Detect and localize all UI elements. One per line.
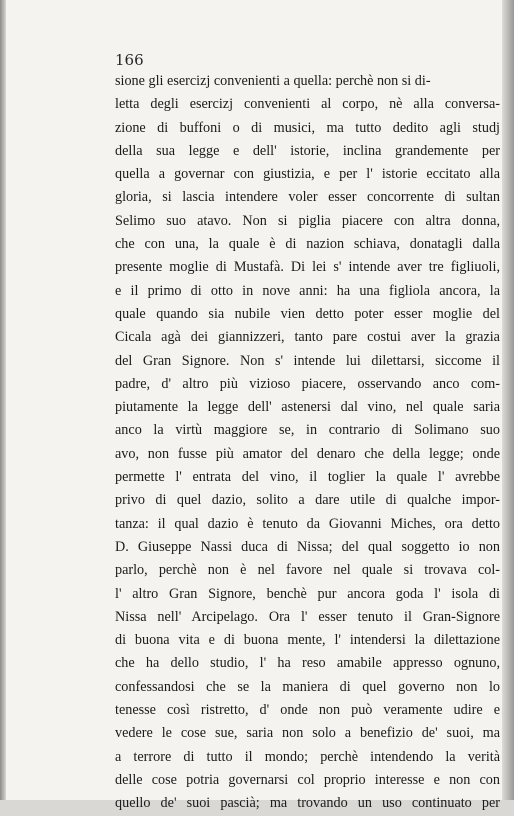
text-line: quello de' suoi pascià; ma trovando un uso continuato per — [115, 795, 500, 812]
text-line: tenesse così ristretto, d' onde non può veramente udire e — [115, 702, 500, 719]
text-line: D. Giuseppe Nassi duca di Nissa; del qual soggetto io non — [115, 538, 500, 555]
text-line: padre, d' altro più vizioso piacere, osservando anco com- — [115, 375, 500, 392]
text-line: anco la virtù maggiore se, in contrario di Solimano suo — [115, 422, 500, 439]
text-line: che ha dello studio, l' ha reso amabile appresso ognuno, — [115, 655, 500, 672]
text-line: sione gli esercizj convenienti a quella: perchè non si di- — [115, 73, 431, 89]
text-line: quale quando sia nubile vien detto poter esser moglie del — [115, 305, 500, 322]
text-line: che con una, la quale è di nazion schiava, donatagli dalla — [115, 236, 500, 253]
text-line: zione di buffoni o di musici, ma tutto dedito agli studj — [115, 119, 500, 136]
text-line: e il primo di otto in nove anni: ha una figliola ancora, la — [115, 282, 500, 299]
text-line: quella a governar con giustizia, e per l' istorie eccitato alla — [115, 166, 500, 183]
text-line: gloria, si lascia intendere voler esser concorrente di sultan — [115, 189, 500, 206]
text-line: Nissa nell' Arcipelago. Ora l' esser tenuto il Gran-Signore — [115, 608, 500, 625]
text-line: delle cose potria governarsi col proprio interesse e non con — [115, 771, 500, 788]
page-left-edge — [0, 0, 6, 800]
text-line: l' altro Gran Signore, benchè pur ancora goda l' isola di — [115, 585, 500, 602]
text-line: vedere le cose sue, saria non solo a benefizio de' suoi, ma — [115, 725, 500, 742]
page-number: 166 — [115, 51, 144, 69]
text-line: piutamente la legge dell' astenersi dal vino, nel quale saria — [115, 399, 500, 416]
body-text — [115, 70, 500, 816]
text-line: tanza: il qual dazio è tenuto da Giovanni Miches, ora detto — [115, 515, 500, 532]
text-line: di buona vita e di buona mente, l' intendersi la dilettazione — [115, 632, 500, 649]
text-line: del Gran Signore. Non s' intende lui dilettarsi, siccome il — [115, 352, 500, 369]
text-line: Selimo suo atavo. Non si piglia piacere con altra donna, — [115, 212, 500, 229]
text-line: presente moglie di Mustafà. Di lei s' intende aver tre figliuoli, — [115, 259, 500, 276]
page-right-edge — [502, 0, 514, 800]
text-line: avo, non fusse più amator del denaro che della legge; onde — [115, 445, 500, 462]
text-line: confessandosi che se la maniera di quel governo non lo — [115, 678, 500, 695]
text-line: parlo, perchè non è nel favore nel quale si trovava col- — [115, 562, 500, 579]
text-line: a terrore di tutto il mondo; perchè intendendo la verità — [115, 748, 500, 765]
text-line: letta degli esercizj convenienti al corpo, nè alla conversa- — [115, 96, 500, 113]
text-line: permette l' entrata del vino, il toglier la quale l' avrebbe — [115, 469, 500, 486]
text-line: della sua legge e dell' istorie, inclina grandemente per — [115, 142, 500, 159]
text-line: Cicala agà dei giannizzeri, tanto pare costui aver la grazia — [115, 329, 500, 346]
text-line: privo di quel dazio, solito a dare utile di qualche impor- — [115, 492, 500, 509]
